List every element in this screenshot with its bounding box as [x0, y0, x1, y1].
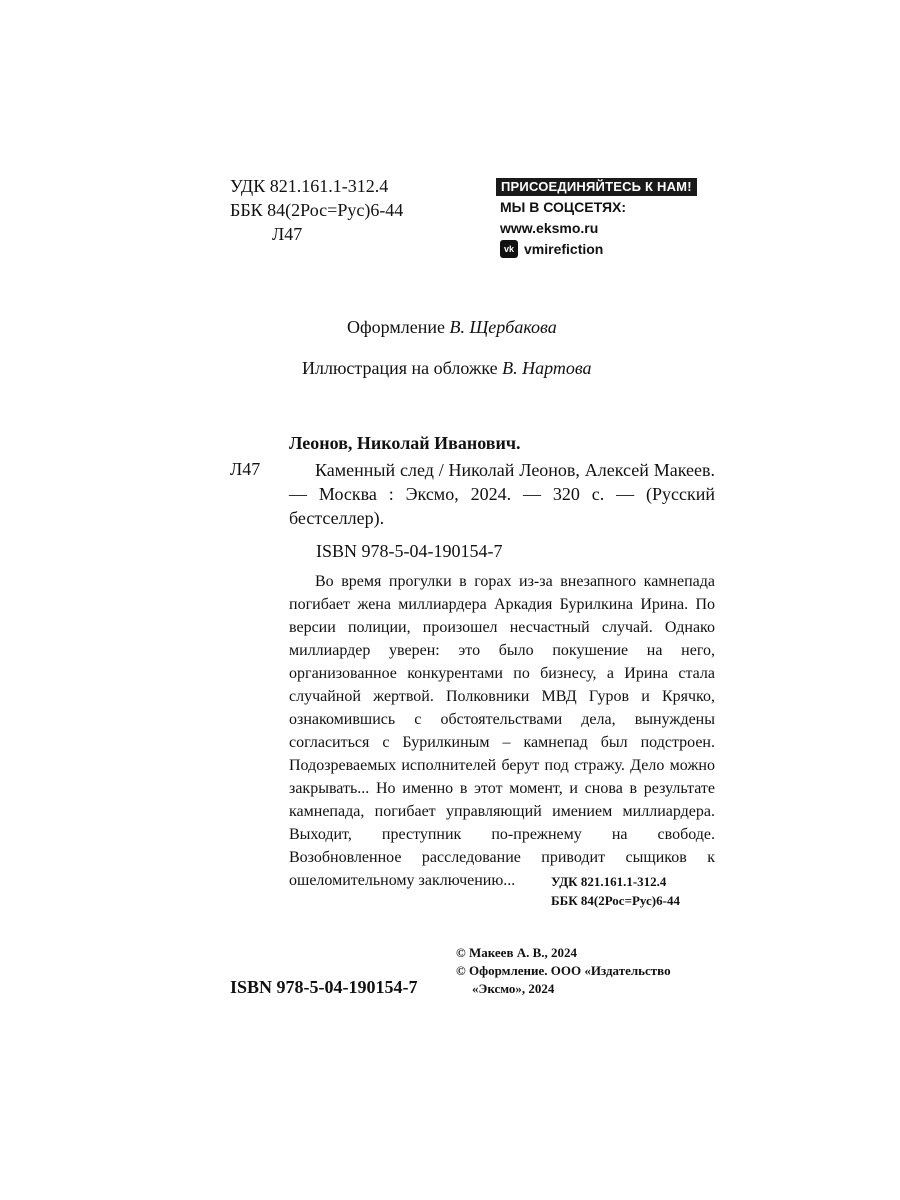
illustration-credit-label: Иллюстрация на обложке	[302, 358, 498, 378]
social-title: МЫ В СОЦСЕТЯХ:	[500, 199, 627, 215]
illustration-credit-name: В. Нартова	[502, 358, 592, 378]
publisher-website-link[interactable]: www.eksmo.ru	[500, 220, 599, 236]
bbk-code-bottom: ББК 84(2Рос=Рус)6-44	[551, 893, 680, 908]
bib-isbn: ISBN 978-5-04-190154-7	[316, 541, 503, 561]
illustration-credit	[302, 357, 592, 380]
bbk-code: ББК 84(2Рос=Рус)6-44	[230, 200, 404, 220]
vk-social-link[interactable]	[500, 240, 603, 258]
vk-icon: vk	[500, 240, 518, 258]
isbn-footer: ISBN 978-5-04-190154-7	[230, 977, 418, 997]
author-sign-code: Л47	[272, 224, 303, 244]
bib-record: Каменный след / Николай Леонов, Алексей Макеев. — Москва : Эксмо, 2024. — 320 с. — (Русский бестселлер).	[289, 460, 715, 528]
udk-code: УДК 821.161.1-312.4	[230, 176, 389, 196]
book-annotation: Во время прогулки в горах из-за внезапного камнепада погибает жена миллиардера Аркадия Бурилкина Ирина. По версии полиции, произошел несчастный случай. Однако миллиардер уверен: это было покушение на него, организованное конкурентами по бизнесу, а Ирина стала случайной жертвой. Полковники МВД Гуров и Крячко, ознакомившись с обстоятельствами дела, вынуждены согласиться с Бурилкиным – камнепад был подстроен. Подозреваемых исполнителей берут под стражу. Дело можно закрывать... Но именно в этот момент, и снова в результате камнепада, погибает управляющий имением миллиардера. Выходит, преступник по-прежнему на свободе. Возобновленное расследование приводит сыщиков к ошеломительному заключению...	[289, 573, 715, 889]
udk-code-bottom: УДК 821.161.1-312.4	[551, 874, 667, 889]
bib-author-code: Л47	[230, 459, 261, 479]
vk-handle: vmirefiction	[524, 241, 604, 257]
copyright-design-line1: © Оформление. ООО «Издательство	[456, 963, 671, 978]
design-credit-label: Оформление	[347, 317, 446, 337]
copyright-author: © Макеев А. В., 2024	[456, 945, 578, 960]
design-credit	[347, 316, 557, 339]
join-us-banner: ПРИСОЕДИНЯЙТЕСЬ К НАМ!	[496, 178, 697, 196]
design-credit-name: В. Щербакова	[449, 317, 557, 337]
copyright-design-line2: «Эксмо», 2024	[472, 981, 555, 996]
bib-author: Леонов, Николай Иванович.	[289, 433, 521, 453]
